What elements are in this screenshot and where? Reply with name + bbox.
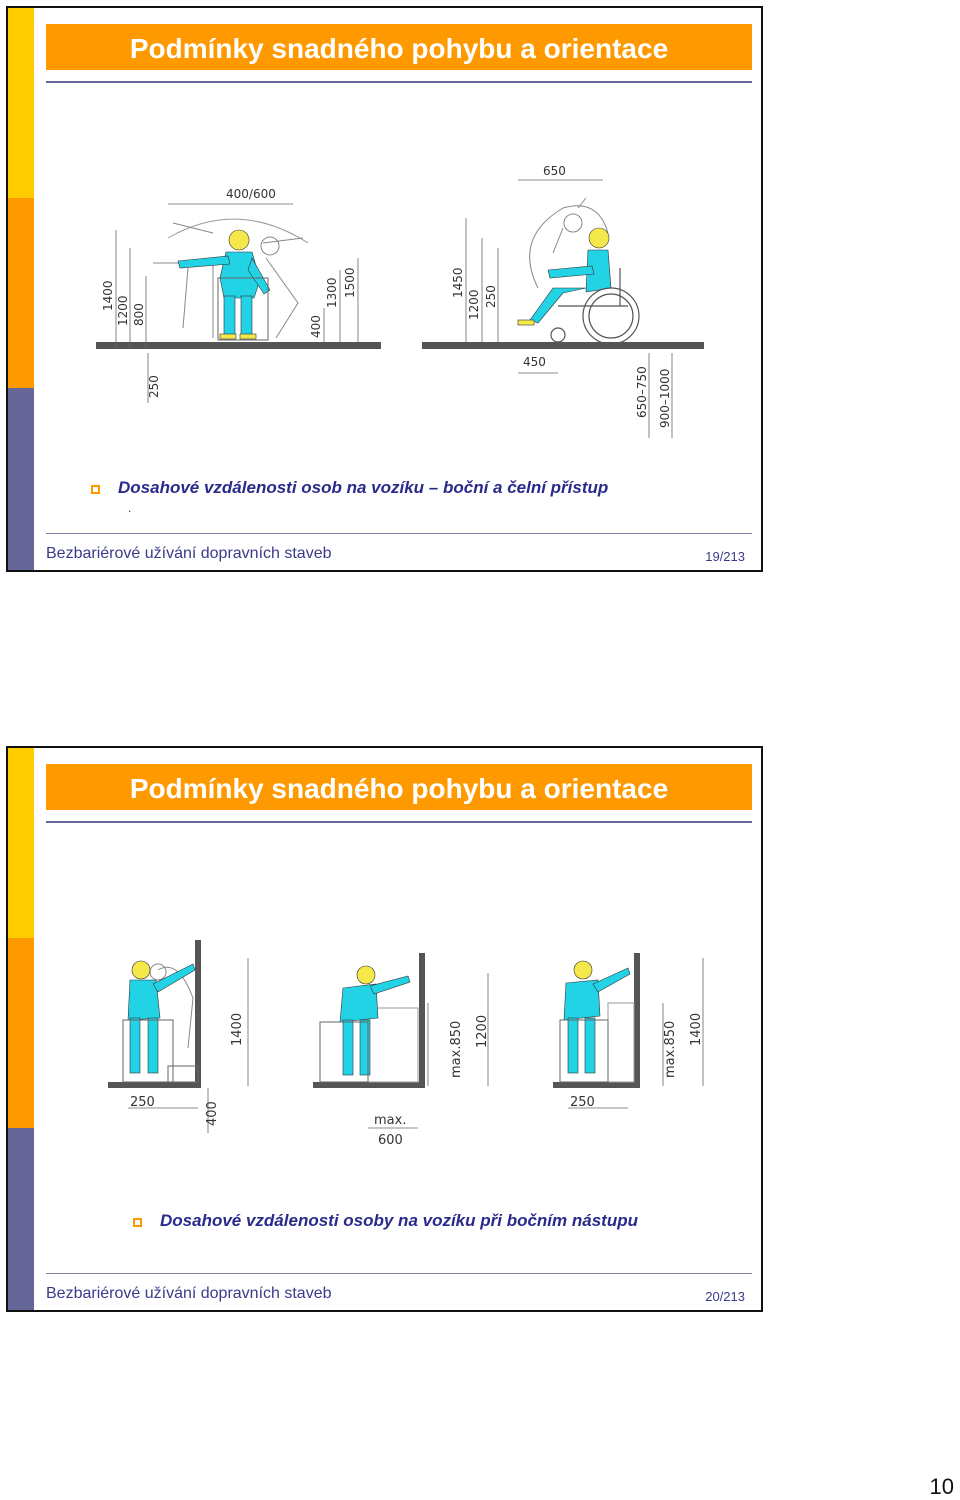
dim-side-1450: 1450 [451,267,465,298]
dim-1400: 1400 [101,280,115,311]
dim-400-600: 400/600 [226,187,276,201]
dim-250: 250 [147,375,161,398]
side-reach-drawing [8,748,763,1188]
dim-side-250: 250 [484,285,498,308]
dim-900-1000: 900–1000 [658,368,672,428]
bullet-square [91,485,100,494]
dim-side-450: 450 [523,355,546,369]
page-number: 19/213 [705,549,745,564]
dim-b-max: max. [374,1113,407,1128]
reach-distance-drawing [8,8,763,448]
wheelchair-user-left [178,230,270,339]
sheet-page-number: 10 [929,1474,954,1499]
side-reach-b [313,953,425,1088]
dim-650-750: 650–750 [635,366,649,418]
dim-c-250: 250 [570,1095,595,1110]
dim-b-1200: 1200 [475,1014,490,1048]
dim-800: 800 [132,303,146,326]
slide-title: Podmínky snadného pohybu a orientace [129,773,669,804]
caption-dot: . [128,501,132,515]
figure-caption: Dosahové vzdálenosti osoby na vozíku při bočním nástupu [160,1211,638,1230]
side-reach-c [553,953,640,1088]
dim-c-max850: max.850 [663,1020,678,1078]
dim-c-1400: 1400 [689,1012,704,1046]
floor-right [422,342,704,349]
figure-caption: Dosahové vzdálenosti osob na vozíku – boční a čelní přístup [118,478,609,497]
floor-left [96,342,381,349]
dim-1500: 1500 [343,267,357,298]
slide-title: Podmínky snadného pohybu a orientace [129,33,669,64]
dim-1200: 1200 [116,295,130,326]
dim-a-1400: 1400 [230,1012,245,1046]
footer-rule [46,1273,752,1274]
footer-text: Bezbariérové užívání dopravních staveb [46,545,332,562]
dim-a-250: 250 [130,1095,155,1110]
page-number: 20/213 [705,1289,745,1304]
footer-rule [46,533,752,534]
side-reach-a [108,940,201,1088]
dim-b-600: 600 [378,1133,403,1148]
slide-20 [6,746,763,1312]
dim-1300: 1300 [325,277,339,308]
dim-400: 400 [309,315,323,338]
dim-side-1200: 1200 [467,289,481,320]
dim-650: 650 [543,164,566,178]
dim-b-max850: max.850 [449,1020,464,1078]
dim-a-400: 400 [205,1101,220,1126]
slide-19 [6,6,763,572]
bullet-square [133,1218,142,1227]
footer-text: Bezbariérové užívání dopravních staveb [46,1285,332,1302]
